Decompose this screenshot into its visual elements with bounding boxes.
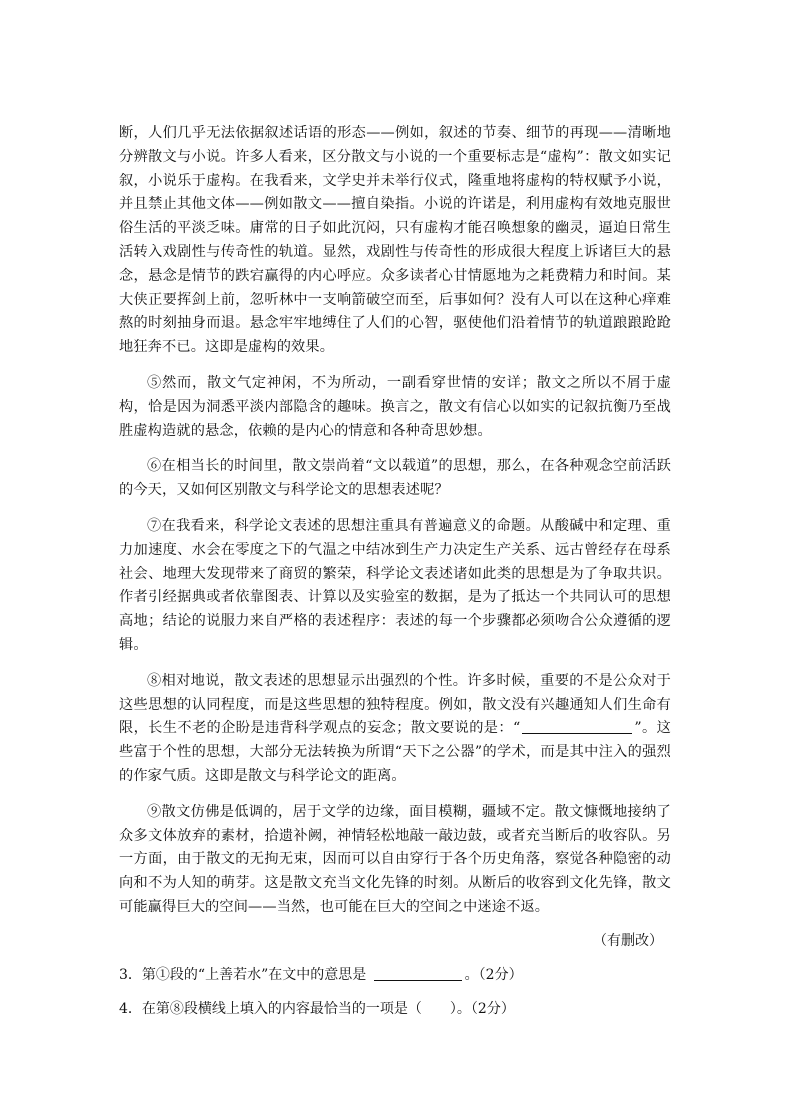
paragraph-5: ⑤然而，散文气定神闲，不为所动，一副看穿世情的安详；散文之所以不屑于虚构，恰是因为洞悉平淡内部隐含的趣味。换言之，散文有信心以如实的记叙抗衡乃至战胜虚构造就的悬念，依赖的是内心的情意和各种奇思妙想。: [119, 374, 671, 439]
paragraph-continued: 断，人们几乎无法依据叙述话语的形态——例如，叙述的节奏、细节的再现——清晰地分辨散文与小说。许多人看来，区分散文与小说的一个重要标志是“虚构”：散文如实记叙，小说乐于虚构。在我看来，文学史并未举行仪式，隆重地将虚构的特权赋予小说，并且禁止其他文体——例如散文——擅自染指。小说的许诺是，利用虚构有效地克服世俗生活的平淡乏味。庸常的日子如此沉闷，只有虚构才能召唤想象的幽灵，逼迫日常生活转入戏剧性与传奇性的轨道。显然，戏剧性与传奇性的形成很大程度上诉诸巨大的悬念，悬念是情节的跌宕赢得的内心呼应。众多读者心甘情愿地为之耗费精力和时间。某大侠正要挥剑上前，忽听林中一支响箭破空而至，后事如何？没有人可以在这种心痒难熬的时刻抽身而退。悬念牢牢地缚住了人们的心智，驱使他们沿着情节的轨道踉踉跄跄地狂奔不已。这即是虚构的效果。: [119, 125, 671, 356]
paragraph-8-part-b: ”。这些富于个性的思想，大部分无法转换为所谓“天下之公器”的学术，而是其中注入的强烈的作家气质。这即是散文与科学论文的距离。: [119, 720, 671, 784]
paragraph-9: ⑨散文仿佛是低调的，居于文学的边缘，面目模糊，疆域不定。散文慷慨地接纳了众多文体放弃的素材，拾遗补阙，神情轻松地敲一敲边鼓，或者充当断后的收容队。另一方面，由于散文的无拘无束，因而可以自由穿行于各个历史角落，察觉各种隐密的动向和不为人知的萌芽。这是散文充当文化先锋的时刻。从断后的收容到文化先锋，散文可能赢得巨大的空间——当然，也可能在巨大的空间之中迷途不返。: [119, 803, 671, 915]
paragraph-8-part-a: ⑧相对地说，散文表述的思想显示出强烈的个性。许多时候，重要的不是公众对于这些思想的认同程度，而是这些思想的独特程度。例如，散文没有兴趣通知人们生命有限，长生不老的企盼是违背科学观点的妄念；散文要说的是：“: [119, 672, 671, 737]
question-3: [119, 964, 671, 986]
paragraph-8: [119, 670, 671, 789]
source-note: （有删改）: [593, 932, 663, 949]
paragraph-7: ⑦在我看来，科学论文表述的思想注重具有普遍意义的命题。从酸碱中和定理、重力加速度、水会在零度之下的气温之中结冰到生产力决定生产关系、远古曾经存在母系社会、地理大发现带来了商贸的繁荣，科学论文表述诸如此类的思想是为了争取共识。作者引经据典或者依靠图表、计算以及实验室的数据，是为了抵达一个共同认可的思想高地；结论的说服力来自严格的表述程序：表述的每一个步骤都必须吻合公众遵循的逻辑。: [119, 517, 671, 653]
fill-in-blank[interactable]: [522, 719, 632, 734]
question-4: 4．在第⑧段横线上填入的内容最恰当的一项是（ ）。（2分）: [119, 1000, 515, 1017]
document-page: [119, 122, 671, 1020]
answer-blank[interactable]: [374, 966, 462, 981]
question-3-prompt: 3．第①段的“上善若水”在文中的意思是: [119, 966, 371, 983]
question-3-score: 。（2分）: [464, 966, 523, 983]
paragraph-6: ⑥在相当长的时间里，散文崇尚着“文以载道”的思想，那么，在各种观念空前活跃的今天，又如何区别散文与科学论文的思想表述呢？: [119, 458, 671, 499]
